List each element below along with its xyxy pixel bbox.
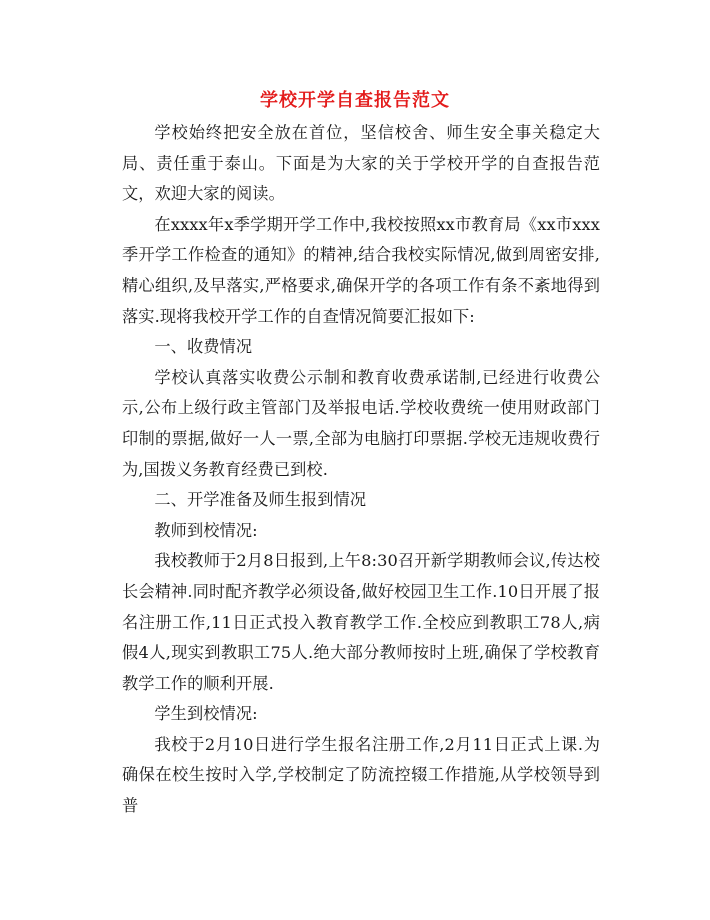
section-heading-preparation: 二、开学准备及师生报到情况 <box>154 490 367 510</box>
fees-paragraph: 学校认真落实收费公示制和教育收费承诺制,已经进行收费公示,公布上级行政主管部门及举报电话.学校收费统一使用财政部门印制的票据,做好一人一票,全部为电脑打印票据.学校无违规收费行为,国拨义务教育经费已到校. <box>122 367 600 479</box>
teachers-paragraph: 我校教师于2月8日报到,上午8:30召开新学期教师会议,传达校长会精神.同时配齐教学必须设备,做好校园卫生工作.10日开展了报名注册工作,11日正式投入教育教学工作.全校应到教职工78人,病假4人,现实到教职工75人.绝大部分教师按时上班,确保了学校教育教学工作的顺利开展. <box>122 551 600 693</box>
document-title: 学校开学自查报告范文 <box>260 90 450 111</box>
overview-paragraph: 在xxxx年x季学期开学工作中,我校按照xx市教育局《xx市xxx季开学工作检查的通知》的精神,结合我校实际情况,做到周密安排,精心组织,及早落实,严格要求,确保开学的各项工作有条不紊地得到落实.现将我校开学工作的自查情况简要汇报如下: <box>122 214 600 326</box>
intro-paragraph: 学校始终把安全放在首位，坚信校舍、师生安全事关稳定大局、责任重于泰山。下面是为大家的关于学校开学的自查报告范文，欢迎大家的阅读。 <box>122 123 600 204</box>
subheading-students: 学生到校情况: <box>154 704 258 724</box>
section-heading-fees: 一、收费情况 <box>154 337 253 357</box>
subheading-teachers: 教师到校情况: <box>154 520 258 540</box>
document-body <box>122 118 600 822</box>
students-paragraph: 我校于2月10日进行学生报名注册工作,2月11日正式上课.为确保在校生按时入学,学校制定了防流控辍工作措施,从学校领导到普 <box>122 734 600 816</box>
